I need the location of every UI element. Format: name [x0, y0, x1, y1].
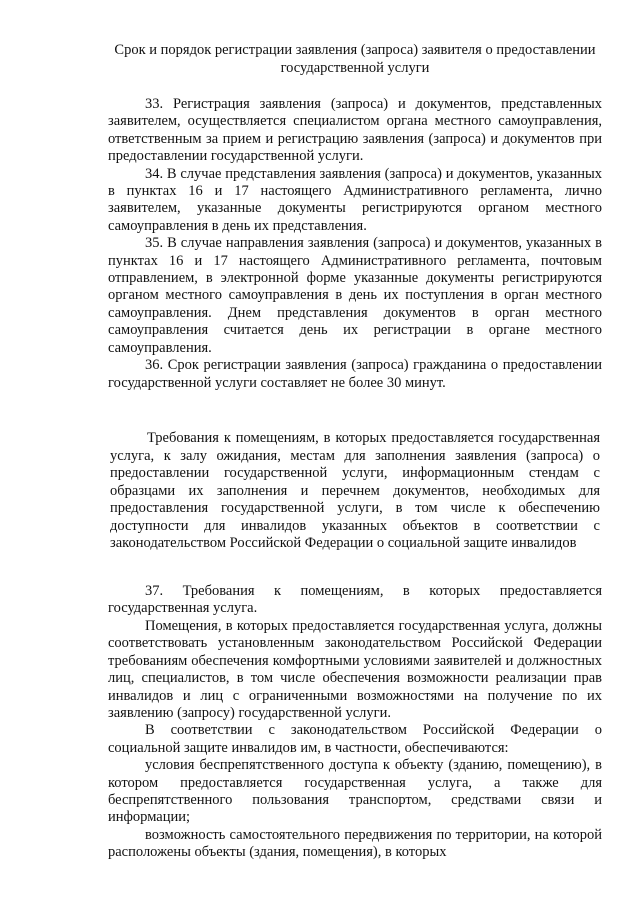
paragraph-37: 37. Требования к помещениям, в которых предоставляется государственная услуга. — [108, 583, 602, 617]
paragraph-34: 34. В случае представления заявления (запроса) и документов, указанных в пунктах 16 и 17 настоящего Административного регламента, лично заявителем, указанные документы регистрируются органом местного самоуправления в день их представления. — [108, 165, 602, 234]
section-spacer — [108, 553, 602, 583]
paragraph-movement: возможность самостоятельного передвижения по территории, на которой расположены объекты (здания, помещения), в которых — [108, 826, 602, 861]
document-body — [108, 96, 602, 862]
paragraph-33: 33. Регистрация заявления (запроса) и документов, представленных заявителем, осуществляется специалистом органа местного самоуправления, ответственным за прием и регистрацию заявления (запроса) и документов при предоставлении государственной услуги. — [108, 96, 602, 165]
section-title-registration: Срок и порядок регистрации заявления (запроса) заявителя о предоставлении государственной услуги — [114, 42, 596, 76]
paragraph-premises: Помещения, в которых предоставляется государственная услуга, должны соответствовать установленным законодательством Российской Федерации требованиям обеспечения комфортными условиями заявителей и должностных лиц, специалистов, в том числе обеспечения возможности реализации прав инвалидов и лиц с ограниченными возможностями на получение по их заявлению (запросу) государственной услуги. — [108, 617, 602, 721]
paragraph-access-conditions: условия беспрепятственного доступа к объекту (зданию, помещению), в котором предоставляется государственная услуга, а также для беспрепятственного пользования транспортом, средствами связи и информации; — [108, 757, 602, 826]
paragraph-35: 35. В случае направления заявления (запроса) и документов, указанных в пунктах 16 и 17 настоящего Административного регламента, почтовым отправлением, в электронной форме указанные документы регистрируются органом местного самоуправления в день их поступления в орган местного самоуправления. Днем представления документов в орган местного самоуправления считается день их регистрации в органе местного самоуправления. — [108, 235, 602, 356]
paragraph-legislation: В соответствии с законодательством Российской Федерации о социальной защите инвалидов им, в частности, обеспечиваются: — [108, 722, 602, 756]
paragraph-36: 36. Срок регистрации заявления (запроса) гражданина о предоставлении государственной услуги составляет не более 30 минут. — [108, 357, 602, 391]
section-spacer — [108, 392, 602, 430]
section-title-premises: Требования к помещениям, в которых предоставляется государственная услуга, к залу ожидания, местам для заполнения заявления (запроса) о предоставлении государственной услуги, информационным стендам с образцами их заполнения и перечнем документов, необходимых для предоставления государственной услуги, в том числе к обеспечению доступности для инвалидов указанных объектов в соответствии с законодательством Российской Федерации о социальной защите инвалидов — [110, 429, 600, 552]
